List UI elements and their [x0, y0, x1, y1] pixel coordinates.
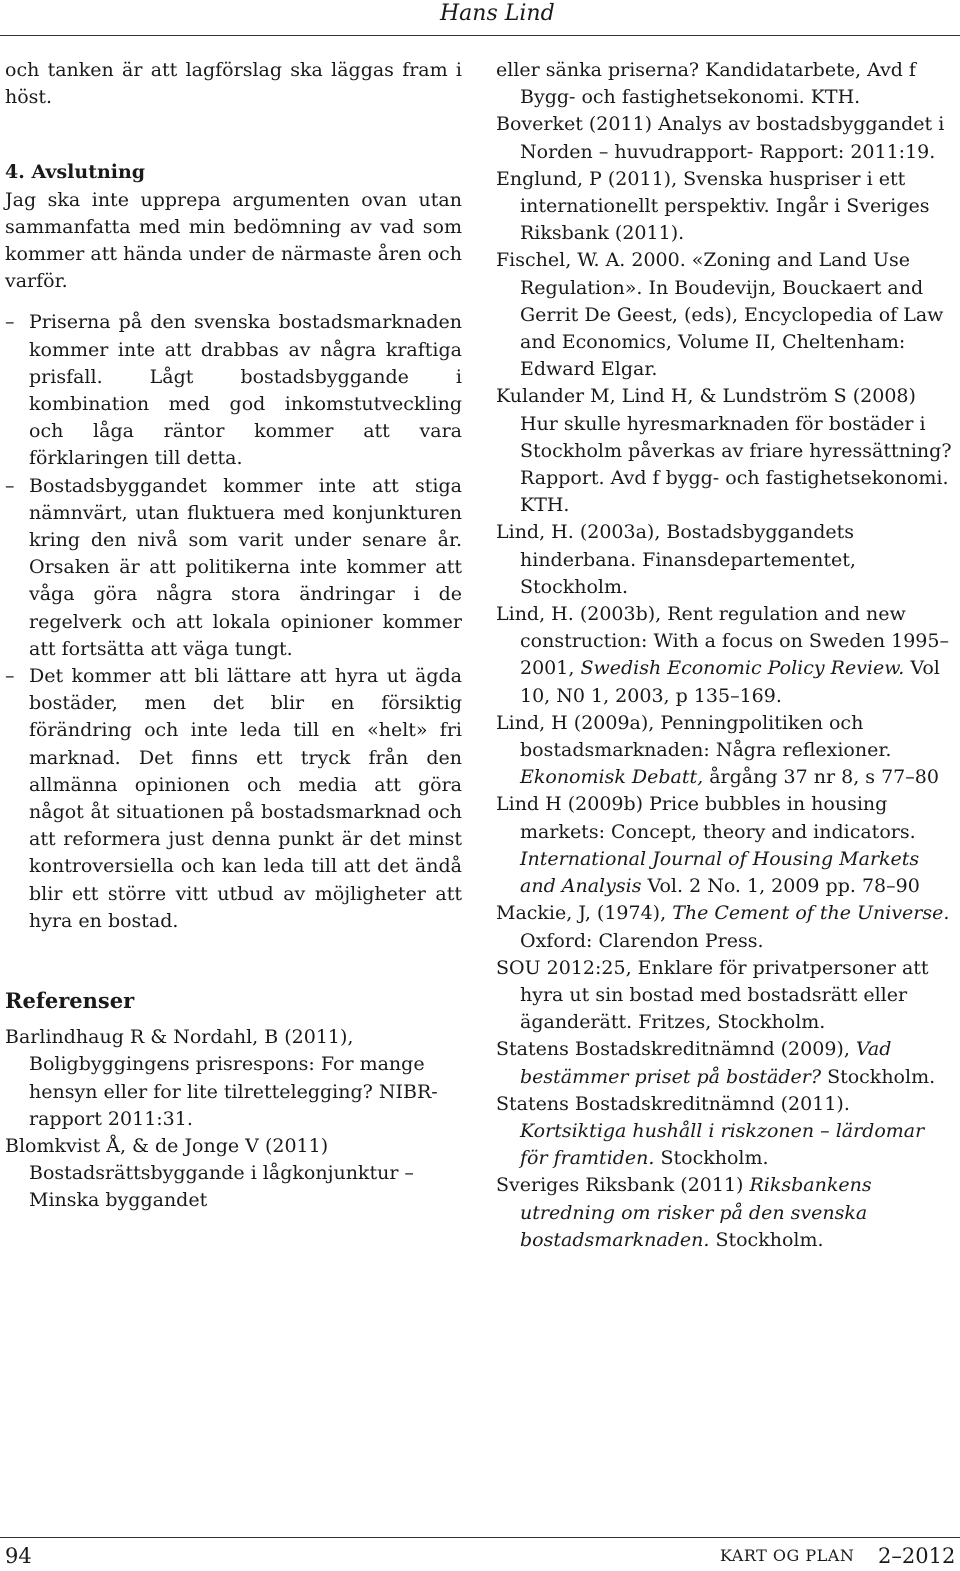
reference-entry: Sveriges Riksbank (2011) Riksbankens utredning om risker på den svenska bostadsmarknaden. Stockholm.: [496, 1174, 872, 1251]
running-header-author: Hans Lind: [440, 1, 555, 26]
page-number: 94: [5, 1544, 32, 1568]
bullet-dash: –: [5, 311, 15, 334]
left-column: [5, 57, 462, 1215]
reference-entry: Lind, H. (2003b), Rent regulation and new construction: With a focus on Sweden 1995–2001, Swedish Economic Policy Review. Vol 10, N0 1, 2003, p 135–169.: [496, 603, 949, 707]
bullet-text: Det kommer att bli lättare att hyra ut ägda bostäder, men det blir en försiktig förändring och inte leda till en «helt» fri marknad. Det finns ett tryck från den allmänna opinionen och media att göra något åt situationen på bostadsmarknad och att reformera just denna punkt är det minst kontroversiella och kan leda till att det ändå blir ett större vitt utbud av möjligheter att hyra en bostad.: [29, 665, 462, 932]
reference-entry: Lind, H (2009a), Penningpolitiken och bostadsmarknaden: Några reflexioner. Ekonomisk Debatt, årgång 37 nr 8, s 77–80: [496, 711, 939, 789]
journal-name: KART OG PLAN: [720, 1546, 855, 1565]
reference-entry: Lind, H. (2003a), Bostadsbyggandets hinderbana. Finansdepartementet, Stockholm.: [496, 521, 856, 598]
bullet-item: [5, 663, 462, 935]
bullet-dash: –: [5, 474, 15, 497]
issue-number: 2–2012: [878, 1544, 956, 1568]
reference-entry: Fischel, W. A. 2000. «Zoning and Land Use Regulation». In Boudevijn, Bouckaert and Gerrit De Geest, (eds), Encyclopedia of Law and Economics, Volume II, Cheltenham: Edward Elgar.: [496, 249, 944, 381]
intro-paragraph: och tanken är att lagförslag ska läggas fram i höst.: [5, 59, 462, 109]
reference-entry: eller sänka priserna? Kandidatarbete, Avd f Bygg- och fastighetsekonomi. KTH.: [496, 59, 916, 109]
bullet-item: [5, 309, 462, 472]
footer-rule: [0, 1537, 960, 1538]
reference-entry: Statens Bostadskreditnämnd (2011). Kortsiktiga hushåll i riskzonen – lärdomar för framtiden. Stockholm.: [496, 1092, 925, 1170]
section-intro-paragraph: Jag ska inte upprepa argumenten ovan utan sammanfatta med min bedömning av vad som kommer att hända under de närmaste åren och varför.: [5, 188, 462, 293]
reference-entry: Boverket (2011) Analys av bostadsbyggandet i Norden – huvudrapport- Rapport: 2011:19.: [496, 113, 945, 163]
reference-entry: Lind H (2009b) Price bubbles in housing markets: Concept, theory and indicators. International Journal of Housing Markets and Analysis Vol. 2 No. 1, 2009 pp. 78–90: [496, 793, 920, 898]
reference-entry: Statens Bostadskreditnämnd (2009), Vad bestämmer priset på bostäder? Stockholm.: [496, 1038, 936, 1088]
bullet-text: Bostadsbyggandet kommer inte att stiga nämnvärt, utan fluktuera med konjunkturen kring den nivå som varit under senare år. Orsaken är att politikerna inte kommer att våga göra några stora ändringar i de regelverk och att lokala opinioner kommer att fortsätta att väga tungt.: [29, 474, 462, 660]
header-rule: [0, 35, 960, 36]
reference-entry: Kulander M, Lind H, & Lundström S (2008) Hur skulle hyresmarknaden för bostäder i Stockholm påverkas av friare hyressättning? Rapport. Avd f bygg- och fastighetsekonomi. KTH.: [496, 385, 952, 517]
bullet-item: [5, 473, 462, 663]
reference-entry: Blomkvist Å, & de Jonge V (2011) Bostadsrättsbyggande i lågkonjunktur – Minska byggandet: [5, 1134, 414, 1212]
reference-entry: Barlindhaug R & Nordahl, B (2011), Boligbyggingens prisrespons: For mange hensyn eller for lite tilrettelegging? NIBR-rapport 2011:31.: [5, 1026, 438, 1130]
reference-entry: Mackie, J, (1974), The Cement of the Universe. Oxford: Clarendon Press.: [496, 902, 950, 952]
reference-entry: SOU 2012:25, Enklare för privatpersoner att hyra ut sin bostad med bostadsrätt eller äganderätt. Fritzes, Stockholm.: [496, 956, 929, 1034]
references-title: Referenser: [5, 988, 135, 1014]
reference-entry: Englund, P (2011), Svenska huspriser i ett internationellt perspektiv. Ingår i Sveriges Riksbank (2011).: [496, 167, 930, 245]
section-title: 4. Avslutning: [5, 161, 146, 184]
bullet-text: Priserna på den svenska bostadsmarknaden kommer inte att drabbas av några kraftiga prisfall. Lågt bostadsbyggande i kombination med god inkomstutveckling och låga räntor kommer att vara förklaringen till detta.: [29, 311, 462, 470]
right-column: [496, 57, 955, 1254]
bullet-dash: –: [5, 665, 15, 688]
